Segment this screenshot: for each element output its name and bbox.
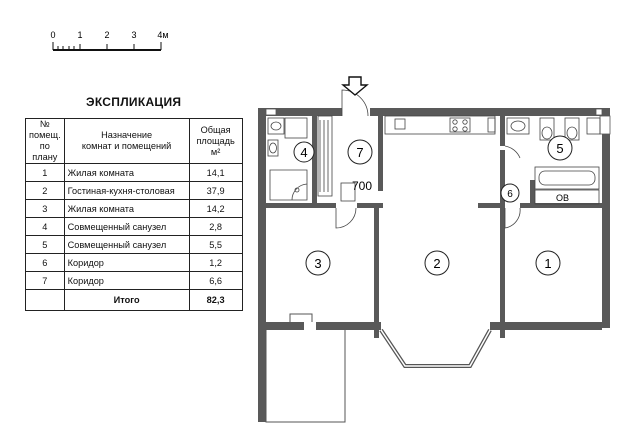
row-num: 1 [26,164,65,182]
row-area: 2,8 [189,218,242,236]
row-name: Совмещенный санузел [64,218,189,236]
row-area: 5,5 [189,236,242,254]
table-row [26,164,243,182]
room-label: 3 [314,256,322,271]
table-row [26,272,243,290]
scale-tick-label: 1 [77,30,83,40]
scale-ruler [53,42,161,50]
total-value: 82,3 [189,290,242,311]
table-row [26,200,243,218]
balcony-left [266,314,345,422]
table-row [26,254,243,272]
row-name: Гостиная-кухня-столовая [64,182,189,200]
explication-title: ЭКСПЛИКАЦИЯ [86,95,182,109]
kitchen-counter [385,116,495,134]
table-row [26,182,243,200]
explication-table [25,118,243,311]
scale-bar [50,28,180,58]
dimension-label: 700 [352,179,373,193]
room-label: 7 [356,145,364,160]
header-num: № помещ. по плану [26,119,65,164]
room-label: 1 [544,256,552,271]
room-label: 5 [556,141,564,156]
table-row [26,218,243,236]
row-name: Совмещенный санузел [64,236,189,254]
scale-tick-label: 3 [131,30,137,40]
row-area: 14,2 [189,200,242,218]
scale-tick-label: 4м [157,30,169,40]
row-name: Жилая комната [64,200,189,218]
row-num: 4 [26,218,65,236]
row-area: 6,6 [189,272,242,290]
bay-window-glass [381,330,490,366]
table-header-row [26,119,243,164]
bathroom-5-fixtures [507,118,600,204]
doors [302,90,520,330]
room-label: 6 [507,189,513,200]
row-num: 6 [26,254,65,272]
room-label: 2 [433,256,441,271]
row-num: 3 [26,200,65,218]
row-area: 14,1 [189,164,242,182]
row-area: 1,2 [189,254,242,272]
floor-plan [240,70,640,427]
total-label: Итого [64,290,189,311]
scale-tick-label: 0 [50,30,56,40]
table-row [26,236,243,254]
entrance-arrow-icon [343,77,367,95]
row-name: Коридор [64,272,189,290]
row-num: 7 [26,272,65,290]
table-total-row [26,290,243,311]
row-num: 2 [26,182,65,200]
scale-tick-label: 2 [104,30,110,40]
header-area: Общая площадь м² [189,119,242,164]
row-area: 37,9 [189,182,242,200]
room-label: 4 [300,145,308,160]
row-num: 5 [26,236,65,254]
header-name: Назначение комнат и помещений [64,119,189,164]
row-name: Коридор [64,254,189,272]
ov-label: ОВ [556,193,570,203]
row-name: Жилая комната [64,164,189,182]
